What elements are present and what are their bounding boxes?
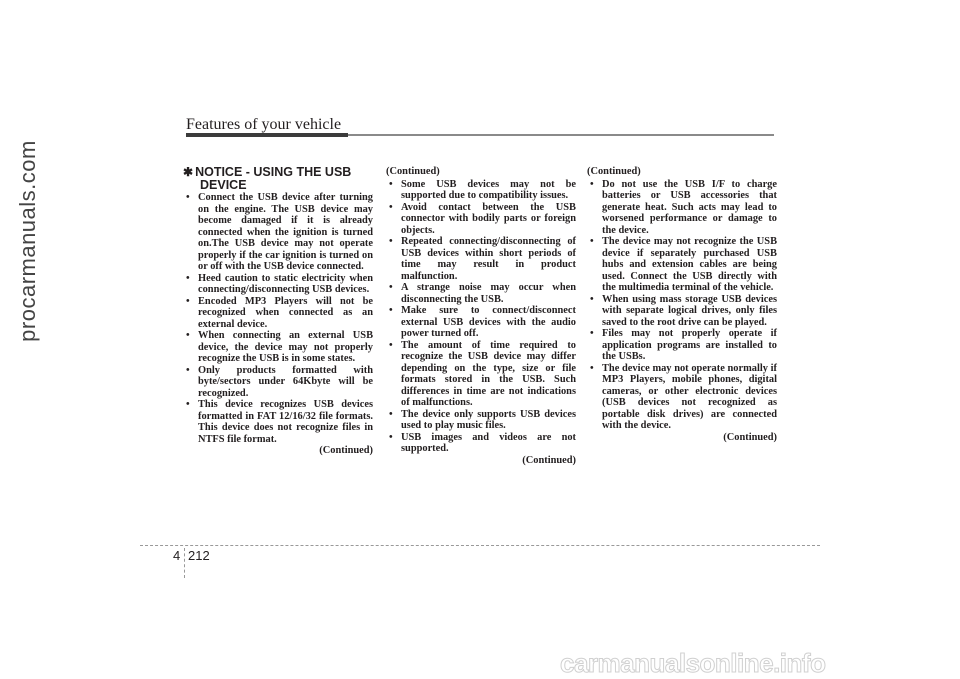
header-rule-light xyxy=(348,134,774,136)
bullet-list xyxy=(587,179,777,432)
notice-title-line2: DEVICE xyxy=(200,177,247,192)
continued-label: (Continued) xyxy=(319,445,373,456)
chapter-number: 4 xyxy=(173,548,181,563)
page-number: 212 xyxy=(188,548,210,563)
text-column-1 xyxy=(183,166,373,457)
text-column-3 xyxy=(587,166,777,443)
side-watermark: procarmanuals.com xyxy=(15,140,40,342)
notice-title xyxy=(183,166,373,191)
list-item: • Encoded MP3 Players will not be recognized when connected as an external device. xyxy=(183,296,373,331)
list-item: • The amount of time required to recognize the USB device may differ depending on the type, size or file formats stored in the USB. Such differences in time are not indications of malfunctions. xyxy=(386,340,576,409)
list-item: • Some USB devices may not be supported due to compatibility issues. xyxy=(386,179,576,202)
list-item: • When using mass storage USB devices with separate logical drives, only files saved to the root drive can be played. xyxy=(587,294,777,329)
list-item: • Files may not properly operate if application programs are installed to the USBs. xyxy=(587,328,777,363)
continued-label: (Continued) xyxy=(522,454,576,466)
list-item: • Connect the USB device after turning on the engine. The USB device may become damaged if it is already connected when the ignition is turned on.The USB device may not operate properly if the car ignition is turned on or off with the USB device connected. xyxy=(183,192,373,273)
footer-divider xyxy=(184,548,185,578)
list-item: • Only products formatted with byte/sectors under 64Kbyte will be recognized. xyxy=(183,365,373,400)
list-item: • USB images and videos are not supported. xyxy=(386,432,576,455)
bottom-watermark: carmanualsonline.info xyxy=(560,648,826,678)
list-item: • The device may not operate normally if MP3 Players, mobile phones, digital cameras, or other electronic devices (USB devices not recognized as portable disk drives) are connected with the device. xyxy=(587,363,777,432)
notice-title-line1: NOTICE - USING THE USB xyxy=(195,165,352,179)
footer-rule xyxy=(140,545,820,546)
list-item: • Do not use the USB I/F to charge batteries or USB accessories that generate heat. Such acts may lead to worsened performance or damage to the device. xyxy=(587,179,777,237)
text-column-2 xyxy=(386,166,576,466)
list-item: • A strange noise may occur when disconnecting the USB. xyxy=(386,282,576,305)
continued-label-top: (Continued) xyxy=(587,166,641,177)
header-rule-dark xyxy=(186,133,348,137)
list-item: • Heed caution to static electricity when connecting/disconnecting USB devices. xyxy=(183,273,373,296)
page-header-title: Features of your vehicle xyxy=(186,116,342,133)
list-item: • The device only supports USB devices used to play music files. xyxy=(386,409,576,432)
continued-label-top: (Continued) xyxy=(386,166,440,177)
list-item: • Make sure to connect/disconnect external USB devices with the audio power turned off. xyxy=(386,305,576,340)
list-item: • This device recognizes USB devices formatted in FAT 12/16/32 file formats. This device does not recognize files in NTFS file format. xyxy=(183,399,373,445)
list-item: • Avoid contact between the USB connector with bodily parts or foreign objects. xyxy=(386,202,576,237)
continued-label: (Continued) xyxy=(723,431,777,443)
list-item: • Repeated connecting/disconnecting of USB devices within short periods of time may result in product malfunction. xyxy=(386,236,576,282)
list-item: • When connecting an external USB device, the device may not properly recognize the USB is in some states. xyxy=(183,330,373,365)
list-item: • The device may not recognize the USB device if separately purchased USB hubs and extension cables are being used. Connect the USB directly with the multimedia terminal of the vehicle. xyxy=(587,236,777,294)
bullet-list xyxy=(183,192,373,445)
bullet-list xyxy=(386,179,576,455)
notice-asterisk-icon: ✱ xyxy=(183,165,194,179)
